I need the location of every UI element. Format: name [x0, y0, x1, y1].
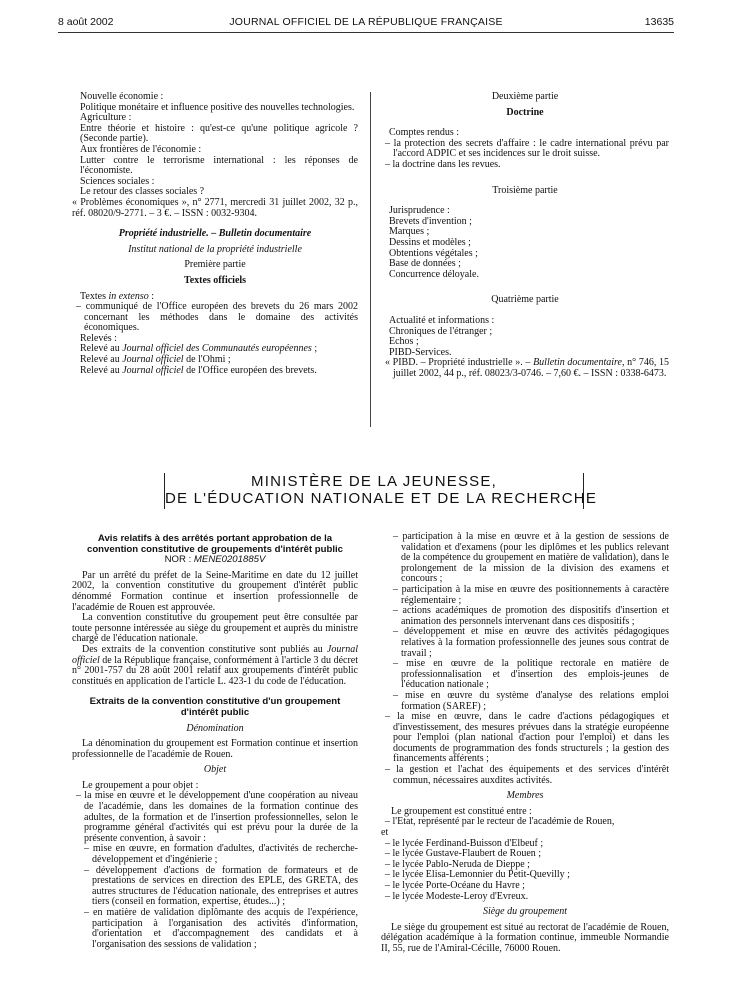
list-item: – actions académiques de promotion des dispositifs d'insertion et animation des personnels intervenant dans ces dispositifs ; [393, 605, 669, 627]
column-lower-right [381, 532, 669, 955]
page-number: 13635 [644, 16, 674, 28]
list-item: – le lycée Modeste-Leroy d'Evreux. [385, 890, 529, 902]
part-label: Première partie [184, 259, 246, 271]
list-item: – participation à la mise en œuvre des positionnements à caractère réglementaire ; [393, 583, 669, 606]
list-item: – le lycée Porte-Océane du Havre ; [385, 880, 525, 891]
subsection-heading: Objet [203, 764, 227, 776]
list-item: – la gestion et l'achat des équipements et des services d'intérêt commun, nécessaires auxdites activités. [385, 764, 669, 786]
column-divider [370, 92, 371, 427]
list-item: PIBD-Services. [389, 346, 452, 358]
list-label: Comptes rendus : [389, 127, 459, 139]
section-label: Agriculture : [80, 112, 132, 124]
list-item: – la doctrine dans les revues. [385, 158, 501, 170]
paragraph: La convention constitutive du groupement peut être consultée par toute personne intéressée au siège du groupement et auprès du ministre chargé de l'éducation nationale. [72, 612, 358, 645]
list-label: Jurisprudence : [389, 205, 450, 217]
ministry-banner [164, 473, 598, 509]
journal-title: JOURNAL OFFICIEL DE LA RÉPUBLIQUE FRANÇAISE [229, 16, 503, 28]
nor-reference: NOR : MENE0201885V [164, 554, 266, 566]
list-item: Marques ; [389, 226, 430, 238]
section-label: Sciences sociales : [80, 175, 155, 187]
list-item: – la protection des secrets d'affaire : le cadre international prévu par l'accord ADPIC et ses incidences sur le droit suisse. [385, 137, 669, 160]
extract-title: Extraits de la convention constitutive d'un groupement d'intérêt public [89, 696, 341, 718]
column-upper-left [72, 92, 358, 376]
paragraph: Le groupement a pour objet : [82, 779, 199, 791]
list-item: – le lycée Gustave-Flaubert de Rouen ; [385, 848, 542, 860]
publication-reference: « PIBD. – Propriété industrielle ». – Bulletin documentaire, n° 746, 15 juillet 2002, 44 p., réf. 08023/3-0746. – 7,60 €. – ISSN : 0338-6473. [385, 357, 669, 379]
list-item: – en matière de validation diplômante des acquis de l'expérience, participation à l'organisation des activités d'information, d'orientation et d'accompagnement des candidats et à l'organisation des sessions de validation ; [84, 907, 358, 950]
list-item: – développement et mise en œuvre des activités pédagogiques relatives à la formation professionnelle des jeunes sous contrat de travail ; [393, 626, 669, 659]
list-item: – développement d'actions de formation de formateurs et de prestations de services en direction des EPLE, des GRETA, des autres structures de l'éducation nationale, des entreprises et autres tiers (conseil en formation, expertise, études...) ; [84, 864, 358, 908]
list-item: – mise en œuvre du système d'analyse des relations emploi formation (SAREF) ; [393, 689, 669, 712]
list-item: – le lycée Pablo-Neruda de Dieppe ; [385, 858, 530, 870]
section-label: Aux frontières de l'économie : [80, 143, 202, 155]
subsection-heading: Dénomination [186, 722, 244, 734]
part-heading: Doctrine [506, 106, 544, 118]
paragraph: Des extraits de la convention constitutive sont publiés au Journal officiel de la République française, conformément à l'article 3 du décret n° 2001-757 du 28 août 2001 relatif aux groupements d'intérêt public constitués en application de l'article L. 423-1 du code de l'éducation. [72, 643, 358, 687]
notice-title: Avis relatifs à des arrêtés portant approbation de la convention constitutive de groupements d'intérêt public [86, 533, 343, 555]
column-lower-left [72, 534, 358, 950]
list-label: Relevés : [80, 332, 117, 344]
article-title: Le retour des classes sociales ? [80, 186, 205, 198]
part-label: Quatrième partie [491, 294, 559, 306]
list-item: Dessins et modèles ; [389, 236, 471, 248]
list-item: – participation à la mise en œuvre et à la gestion de sessions de validation et d'examens (pour les diplômes et les publics relevant de la compétence du groupement en matière de validation), dans le prolongement de la mission de la division des examens et concours ; [393, 531, 669, 585]
publication-reference: « Problèmes économiques », n° 2771, mercredi 31 juillet 2002, 32 p., réf. 08020/9-2771. – 3 €. – ISSN : 0032-9304. [72, 196, 358, 219]
list-item: Base de données ; [389, 258, 461, 270]
publisher-name: Institut national de la propriété industrielle [128, 243, 302, 255]
list-item: – le lycée Elisa-Lemonnier du Petit-Quevilly ; [385, 869, 570, 881]
part-label: Troisième partie [492, 184, 558, 196]
list-item: – communiqué de l'Office européen des brevets du 26 mars 2002 concernant les méthodes dans le domaine des activités économiques. [76, 301, 358, 334]
ministry-name-line-1: MINISTÈRE DE LA JEUNESSE, [251, 473, 497, 490]
part-label: Deuxième partie [491, 91, 559, 102]
list-item: – le lycée Ferdinand-Buisson d'Elbeuf ; [385, 837, 544, 849]
article-title: Entre théorie et histoire : qu'est-ce qu'une politique agricole ? (Seconde partie). [80, 122, 358, 145]
list-item: Chroniques de l'étranger ; [389, 325, 493, 337]
subsection-heading: Membres [506, 790, 544, 802]
list-item: Relevé au Journal officiel de l'Ohmi ; [80, 354, 231, 366]
list-item: – la mise en œuvre et le développement d'une coopération au niveau de l'académie, dans les domaines de la formation continue des adultes, de la formation et de l'insertion professionnelles, selon le programme général d'activités qui est prévu pour la durée de la présente convention, à savoir : [76, 790, 358, 844]
conjunction: et [381, 827, 389, 839]
paragraph: Le groupement est constitué entre : [391, 805, 532, 817]
list-item: – la mise en œuvre, dans le cadre d'actions pédagogiques et d'investissement, des mesures prévues dans la stratégie européenne pour l'emploi (plan national d'action pour l'emploi) et dans les documents de programmation des fonds structurels ; la gestion des financements afférents ; [385, 711, 669, 765]
list-item: – mise en œuvre, en formation d'adultes, d'activités de recherche-développement et d'ingénierie ; [84, 843, 358, 866]
column-upper-right [381, 92, 669, 379]
paragraph: Par un arrêté du préfet de la Seine-Maritime en date du 12 juillet 2002, la convention constitutive du groupement d'intérêt public dénommé Formation continue et insertion professionnelle de l'académie de Rouen est approuvée. [72, 569, 358, 613]
paragraph: La dénomination du groupement est Formation continue et insertion professionnelle de l'académie de Rouen. [72, 738, 358, 760]
publication-heading: Propriété industrielle. – Bulletin documentaire [118, 228, 312, 240]
list-item: – mise en œuvre de la politique rectorale en matière de professionnalisation et d'insertion des emplois-jeunes de l'éducation nationale ; [393, 658, 669, 691]
list-item: Relevé au Journal officiel de l'Office européen des brevets. [80, 364, 317, 376]
running-header [58, 16, 674, 33]
list-item: Echos ; [389, 336, 419, 348]
list-item: Concurrence déloyale. [389, 268, 479, 280]
list-label: Textes in extenso : [80, 290, 155, 302]
part-heading: Textes officiels [183, 274, 247, 286]
list-item: Brevets d'invention ; [389, 215, 472, 227]
ministry-name-line-2: DE L'ÉDUCATION NATIONALE ET DE LA RECHERCHE [165, 490, 598, 507]
list-item: Relevé au Journal officiel des Communautés européennes ; [80, 343, 318, 355]
article-title: Politique monétaire et influence positive des nouvelles technologies. [80, 101, 355, 113]
list-item: – l'Etat, représenté par le recteur de l'académie de Rouen, [385, 816, 615, 828]
subsection-heading: Siège du groupement [482, 906, 568, 918]
paragraph: Le siège du groupement est situé au rectorat de l'académie de Rouen, délégation académique à la formation continue, immeuble Normandie II, 55, rue de l'Amiral-Cécille, 76000 Rouen. [381, 921, 669, 954]
list-item: Obtentions végétales ; [389, 247, 478, 259]
section-label: Nouvelle économie : [80, 91, 164, 102]
issue-date: 8 août 2002 [58, 16, 114, 28]
list-label: Actualité et informations : [389, 314, 495, 326]
article-title: Lutter contre le terrorisme international : les réponses de l'économiste. [80, 154, 358, 177]
